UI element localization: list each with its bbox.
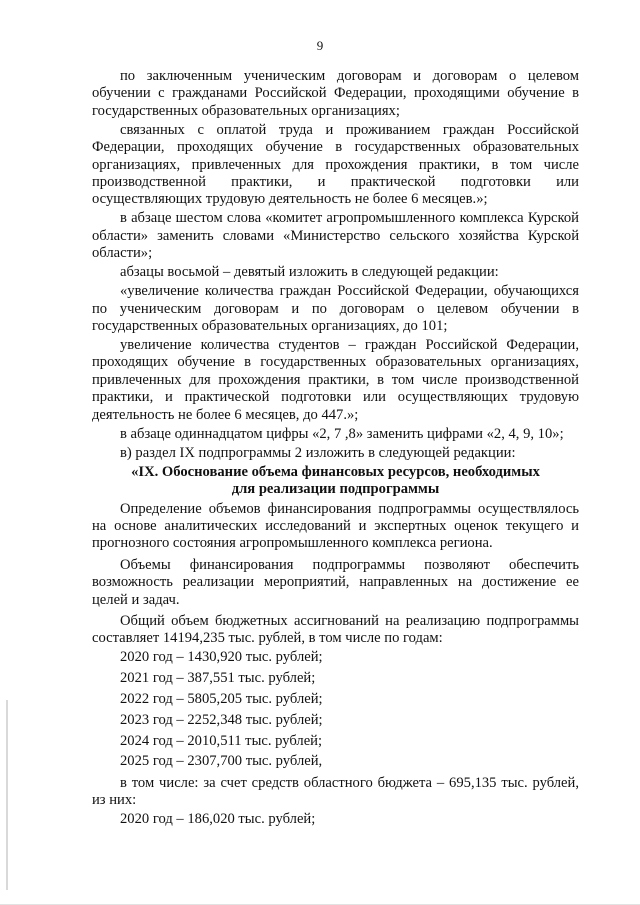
year-amount-line: 2020 год – 1430,920 тыс. рублей; — [120, 649, 323, 666]
paragraph: связанных с оплатой труда и проживанием граждан Российской Федерации, проходящих обучение в государственных образовательных организациях, привлеченных для прохождения практики, в том числе производственной практики, и практической подготовки или осуществляющих трудовую деятельность не более 6 месяцев.»; — [92, 121, 579, 208]
scan-edge-shadow — [6, 700, 8, 890]
paragraph: в абзаце шестом слова «комитет агропромышленного комплекса Курской области» заменить словами «Министерство сельского хозяйства Курской области»; — [92, 210, 579, 262]
paragraph: в абзаце одиннадцатом цифры «2, 7 ,8» заменить цифрами «2, 4, 9, 10»; — [120, 425, 564, 442]
paragraph: по заключенным ученическим договорам и договорам о целевом обучении с гражданами Российской Федерации, проходящими обучение в государственных образовательных организациях; — [92, 68, 579, 119]
paragraph: увеличение количества студентов – граждан Российской Федерации, проходящих обучение в государственных образовательных организациях, привлеченных для прохождения практики, в том числе производственной практики, и практической подготовки или осуществляющих трудовую деятельность не более 6 месяцев, до 447.»; — [92, 337, 579, 423]
section-heading-line-1: «IX. Обоснование объема финансовых ресурсов, необходимых — [131, 463, 540, 480]
year-amount-line: 2020 год – 186,020 тыс. рублей; — [120, 811, 316, 828]
section-heading-line-2: для реализации подпрограммы — [231, 481, 440, 498]
paragraph: абзацы восьмой – девятый изложить в следующей редакции: — [120, 264, 499, 281]
paragraph: Определение объемов финансирования подпрограммы осуществлялось на основе аналитических исследований и экспертных оценок текущего и прогнозного состояния агропромышленного комплекса региона. — [92, 500, 579, 552]
document-body — [92, 68, 579, 832]
paragraph: «увеличение количества граждан Российской Федерации, обучающихся по ученическим договорам и по договорам о целевом обучении в государственных образовательных организациях, до 101; — [92, 283, 579, 335]
year-amount-line: 2024 год – 2010,511 тыс. рублей; — [120, 732, 323, 749]
paragraph: Общий объем бюджетных ассигнований на реализацию подпрограммы составляет 14194,235 тыс. рублей, в том числе по годам: — [92, 612, 579, 647]
year-amount-line: 2023 год – 2252,348 тыс. рублей; — [120, 711, 323, 728]
year-amount-line: 2021 год – 387,551 тыс. рублей; — [120, 670, 316, 687]
year-amount-line: 2025 год – 2307,700 тыс. рублей, — [120, 753, 323, 770]
paragraph: в) раздел IX подпрограммы 2 изложить в следующей редакции: — [120, 444, 516, 461]
page-number: 9 — [316, 38, 324, 53]
paragraph: в том числе: за счет средств областного бюджета – 695,135 тыс. рублей, из них: — [92, 774, 579, 809]
paragraph: Объемы финансирования подпрограммы позволяют обеспечить возможность реализации мероприятий, направленных на достижение ее целей и задач. — [92, 556, 579, 608]
year-amount-line: 2022 год – 5805,205 тыс. рублей; — [120, 690, 323, 707]
